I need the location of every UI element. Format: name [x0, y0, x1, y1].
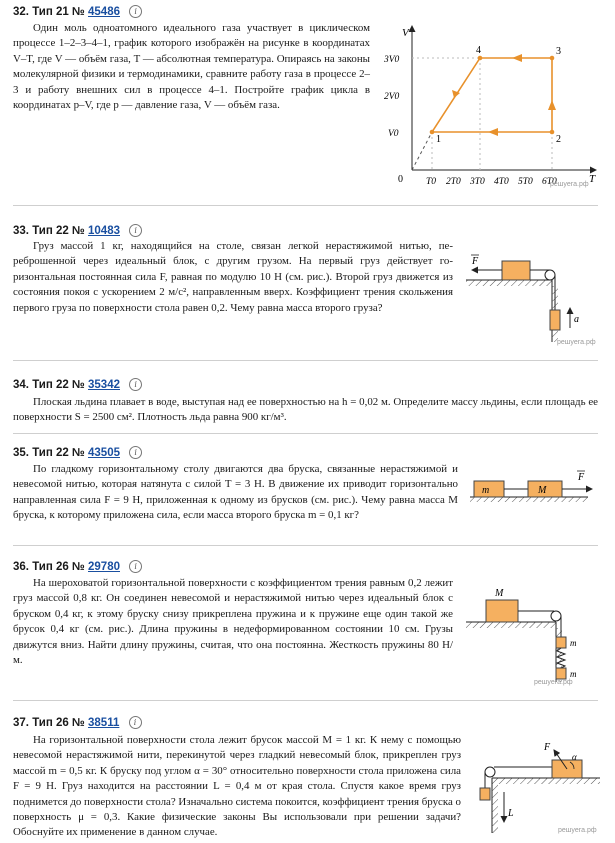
task-header-34: 34. Тип 22 № 35342 i	[13, 378, 142, 391]
task-header-37: 37. Тип 26 № 38511 i	[13, 716, 142, 729]
task-header-32: 32. Тип 21 № 45486 i	[13, 5, 142, 18]
y-axis-label: V	[402, 27, 409, 39]
x-tick: T0	[426, 177, 437, 187]
task-text-33: Груз массой 1 кг, находящийся на столе, связан легкой нерастяжимой нитью, переброшенной через идеальный блок, с другим грузом. На первый груз действует горизонтальная постоянная сила F, равная по модулю 10 Н (см. рис.). Второй груз движется из состояния покоя с ускорением 2 м/с², направленным вверх. Коэффициент трения скольжения первого груза по поверхности стола равен 0,2. Чему равна масса второго груза?	[13, 240, 453, 314]
watermark: решуега.рф	[550, 181, 589, 188]
x-tick: 2T0	[446, 177, 461, 187]
block-1	[502, 261, 530, 280]
svg-text:решуега.рф: решуега.рф	[534, 679, 573, 686]
task-text-32: Один моль одноатомного идеального газа участвует в циклическом процессе 1–2–3–4–1, график которого изображён на рисунке в координатах V–T, где V — объём газа, T — абсолютная температура. Опираясь на законы молекулярной физики и термодинамики, сравните работу газа в процессе 2–3 и работу внешних сил в процессе 4–1. Постройте график цикла в координатах p–V, где p — давление газа, V — объём газа.	[13, 22, 370, 112]
x-tick: 5T0	[518, 177, 533, 187]
info-icon[interactable]: i	[129, 446, 142, 459]
task-id-link[interactable]: 10483	[88, 225, 120, 237]
task-header-36: 36. Тип 26 № 29780 i	[13, 560, 142, 573]
svg-text:L: L	[508, 808, 514, 819]
svg-text:решуега.рф: решуега.рф	[558, 827, 597, 834]
origin-label: 0	[398, 174, 403, 185]
y-tick: V0	[388, 129, 399, 139]
task-header-33: 33. Тип 22 № 10483 i	[13, 224, 142, 237]
svg-text:m: m	[570, 669, 577, 679]
svg-text:F: F	[578, 472, 585, 483]
svg-text:решуега.рф: решуега.рф	[557, 339, 596, 346]
x-tick: 6T0	[542, 177, 557, 187]
task-text-37: На горизонтальной поверхности стола лежит брусок массой M = 1 кг. К нему с помощью невесомой нерастяжимой нити, перекинутой через гладкий невесомый блок, прикреплен груз массой m = 0,5 кг. К бруску под углом α = 30° относительно поверхности стола приложена сила F = 9 Н. Груз находится на расстоянии L = 0,4 м от края стола. Спустя какое время груз поднимется до поверхности стола? Изначально система покоится, коэффициент трения бруска о поверхность μ = 0,3. Какие физические законы Вы использовали при решении задачи? Обоснуйте их применение в данном случае.	[13, 734, 461, 839]
svg-text:a: a	[574, 314, 579, 325]
svg-text:4: 4	[476, 45, 481, 56]
svg-text:3: 3	[556, 46, 561, 57]
pulley	[551, 611, 561, 621]
svg-text:F: F	[544, 742, 551, 753]
svg-text:M: M	[495, 588, 504, 599]
dashed-line	[412, 132, 432, 170]
svg-text:m: m	[570, 638, 577, 648]
info-icon[interactable]: i	[129, 716, 142, 729]
block-2	[550, 310, 560, 330]
block-m2	[556, 668, 566, 679]
cycle-path	[432, 58, 552, 132]
task-header-35: 35. Тип 22 № 43505 i	[13, 446, 142, 459]
info-icon[interactable]: i	[129, 5, 142, 18]
x-tick: 3T0	[470, 177, 485, 187]
svg-text:F: F	[472, 256, 479, 267]
angled-force-figure-37	[474, 738, 604, 836]
y-tick: 3V0	[384, 55, 400, 65]
task-id-link[interactable]: 35342	[88, 379, 120, 391]
y-tick: 2V0	[384, 92, 400, 102]
task-id-link[interactable]: 43505	[88, 447, 120, 459]
vt-graph-figure	[382, 18, 604, 193]
x-tick: 4T0	[494, 177, 509, 187]
task-id-link[interactable]: 38511	[88, 717, 120, 729]
x-axis-label: T	[589, 173, 596, 185]
task-text-35: По гладкому горизонтальному столу двигаются два бруска, связанные нерастяжимой и невесомой нитью, которая натянута с силой T = 3 Н. В движение их приводит горизонтально направленная сила F = 9 Н, приложенная к одному из брусков (см. рис.). Чему равна масса M бруска, к которому приложена сила, если масса второго бруска m = 0,1 кг?	[13, 463, 458, 522]
info-icon[interactable]: i	[129, 378, 142, 391]
task-text-34: Плоская льдина плавает в воде, выступая над ее поверхностью на h = 0,02 м. Определите массу льдины, если площадь ее поверхности S = 2500 см². Плотность льда равна 900 кг/м³.	[13, 396, 598, 424]
block-M	[486, 600, 518, 622]
task-id-link[interactable]: 45486	[88, 6, 120, 18]
spring-figure-36	[462, 582, 602, 686]
task-text-36: На шероховатой горизонтальной поверхности с коэффициентом трения равным 0,2 лежит груз массой 0,8 кг. Он соединен невесомой и нерастяжимой нитью через идеальный блок с бруском 0,4 кг, к этому бруску снизу прикреплена пружина и к пружине еще один такой же брусок 0,4 кг (см. рис.). Длина пружины в недеформированном состоянии 10 см. Грузы движутся вниз. Найти длину пружины, считая, что она постоянна. Жесткость пружины 80 Н/м.	[13, 577, 453, 667]
svg-text:M: M	[538, 485, 547, 496]
task-id-link[interactable]: 29780	[88, 561, 120, 573]
svg-text:m: m	[482, 485, 490, 496]
block-m	[480, 788, 490, 800]
info-icon[interactable]: i	[129, 224, 142, 237]
pulley	[545, 270, 555, 280]
pulley	[485, 767, 495, 777]
info-icon[interactable]: i	[129, 560, 142, 573]
two-blocks-figure-35	[468, 468, 606, 508]
svg-text:2: 2	[556, 134, 561, 145]
pulley-figure-33	[462, 250, 602, 348]
svg-text:α: α	[572, 752, 577, 762]
block-m1	[556, 637, 566, 648]
svg-text:1: 1	[436, 134, 441, 145]
